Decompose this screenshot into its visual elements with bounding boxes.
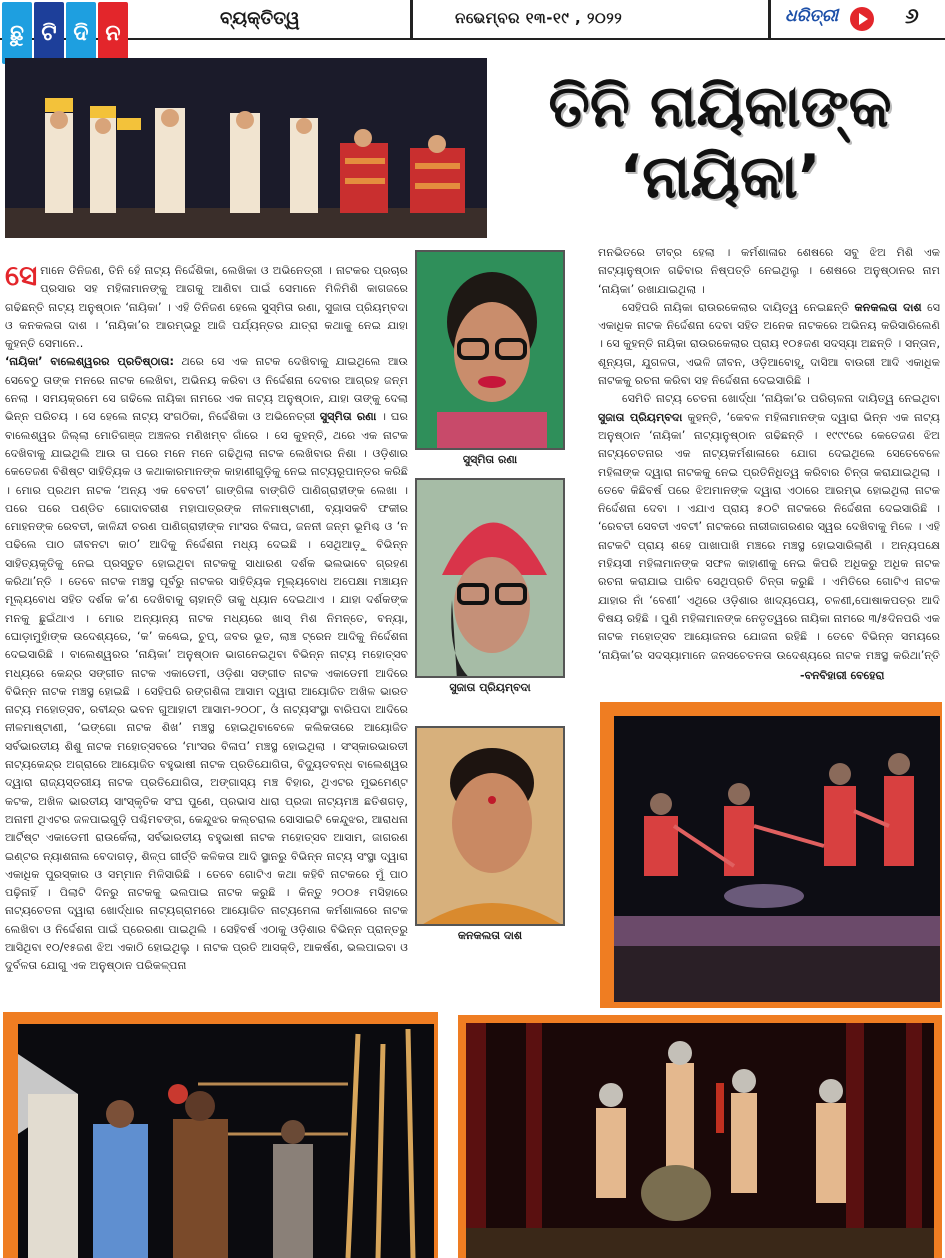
play-icon[interactable]: [850, 7, 874, 31]
section-title: ବ୍ୟକ୍ତିତ୍ୱ: [220, 8, 300, 29]
stage-photo-dance: [614, 716, 940, 1002]
page-number: ୬: [905, 4, 919, 29]
byline: -ବନବିହାରୀ ବେହେରା: [800, 669, 885, 682]
portrait-card: [415, 250, 565, 470]
logo-tile: ଦି: [66, 2, 96, 64]
portrait-card: [415, 478, 565, 698]
drop-cap: ସେ: [5, 262, 38, 292]
stage-photo-village: [18, 1024, 434, 1258]
headline-line-2: ‘ନାୟିକା’: [619, 141, 821, 212]
brand-logo: ଧରିତ୍ରୀ: [785, 6, 839, 26]
masthead: [0, 0, 945, 46]
person-name: କନକଲତା ଦାଶ: [854, 300, 922, 314]
portrait-caption: କନକଲତା ଦାଶ: [457, 929, 523, 942]
logo-chhutidina: [2, 2, 128, 64]
stage-photo-top: [5, 58, 487, 238]
intro-paragraph: [5, 262, 408, 353]
person-name: ସୁଜାତା ପ୍ରିୟମ୍ବଦା: [598, 410, 683, 424]
headline: [500, 72, 940, 212]
body-paragraph: [598, 390, 940, 664]
body-text: ସେହିପରି ନାୟିକା ରାଉରକେଲାର ଦାୟିତ୍ୱ ନେଇଛନ୍ତି: [622, 300, 855, 314]
portrait-photo: [415, 726, 565, 926]
portrait-photo: [415, 478, 565, 678]
logo-tile: ଟି: [34, 2, 64, 64]
body-text: କୁହନ୍ତି, ‘କେବଳ ମହିଳାମାନଙ୍କ ଦ୍ୱାରା ଭିନ୍ନ ଏକ ନାଟ୍ୟ ଅନୁଷ୍ଠାନ ‘ନାୟିକା’ ନାଟ୍ୟାନୁଷ୍ଠାନ ଗଢିଛନ୍ତି । ୧୯୯୯ରେ କେତେଜଣ ଝିଅ ନାଟ୍ୟଚେତନାର ଏକ ନାଟ୍ୟକର୍ମଶାଳାରେ ଯୋଗ ଦେଇଥିଲେ ସେତେବେଳେ ମହିଳାଙ୍କ ଦ୍ୱାରା ନାଟକକୁ ନେଇ ପ୍ରତିନିଧିତ୍ୱ କରିବାର ଚିନ୍ତା କରାଯାଇଥିଲା । ତେବେ କିଛିବର୍ଷ ପରେ ଝିଅମାନଙ୍କ ଦ୍ୱାରା ଏଠାରେ ଆରମ୍ଭ ହୋଇଥିଲା ନାଟକ ନିର୍ଦ୍ଦେଶନା ଦେବା । ଏଯାଏ ପ୍ରାୟ ୫୦ଟି ନାଟକରେ ନିର୍ଦ୍ଦେଶନା ଦେଇସାରିଛି । ‘ରେବତୀ ସେବତୀ ଏବଟୀ’ ନାଟକରେ ନାରୀଜାଗରଣର ସ୍ୱର ଦେଖିବାକୁ ମିଳେ । ଏହି ନାଟକଟି ପ୍ରାୟ ଶହେ ପାଖାପାଖି ମଞ୍ଚରେ ମଞ୍ଚସ୍ଥ ହୋଇସାରିଲାଣି । ଅନ୍ୟପକ୍ଷେ ମହିୟସୀ ମହିଳାମାନଙ୍କ ସଫଳ କାହାଣୀକୁ ନେଇ କିପରି ଅଧିକରୁ ଅଧିକ ନାଟକ ରଚନା କରାଯାଇ ପାରିବ ସେଥିପ୍ରତି ଚିନ୍ତା କରୁଛି । ଏମିତିରେ ଗୋଟିଏ ନାଟକ ଯାହାର ନାଁ ‘ବେଣୀ’ ଏଥିରେ ଓଡ଼ିଶାର ଖାଦ୍ୟପେୟ, ଚଳଣୀ,ପୋଷାକପତ୍ର ଆଦି ବିଷୟ ରହିଛି । ପୁଣି ମହିଳାମାନଙ୍କ ନେତୃତ୍ୱରେ ନାୟିକା ନାମରେ ୩/୫ଦିନପରି ଏକ ନାଟକ ମହୋତ୍ସବ ଆୟୋଜନର ଯୋଜନା ରହିଛି । ତେବେ ବିଭିନ୍ନ ସମୟରେ ‘ନାୟିକା’ର ସଦସ୍ୟାମାନେ ଜନସଚେତନତା ଉଦେଶ୍ୟରେ ନାଟକ ମଞ୍ଚସ୍ଥ କରିଥା’ନ୍ତି: [598, 410, 940, 662]
body-text: । ଘର ବାଲେଶ୍ୱର ଜିଲ୍ଲା ମୋତିଗଞ୍ଜ ଅଞ୍ଚଳର ମଣିଖମ୍ବ ଗାଁରେ । ସେ କୁହନ୍ତି, ଥରେ ଏକ ନାଟକ ଦେଖିବାକୁ ଯାଇଥିଲି ଆଉ ତା ପରେ ମନେ ମନେ ଗଢିଥିଲା ନାଟକ ଲେଖିବାର ନିଶା । ଓଡ଼ିଶାର କେତେଜଣ ବିଶିଷ୍ଟ ସାହିତ୍ୟିକ ଓ କଥାକାରମାନଙ୍କ କାହାଣୀଗୁଡ଼ିକୁ ନେଇ ନାଟ୍ୟରୂପାନ୍ତର କରିଛି । ମୋର ପ୍ରଥମ ନାଟକ ‘ଅନ୍ୟ ଏକ ବେବତୀ’ ଗାଙ୍ଗିଳା ବାଙ୍ଗିତି ପାଣିଗ୍ରାହୀଙ୍କ ଲେଖା । ପରେ ପରେ ପଣ୍ଡିତ ଗୋଦାବରୀଶ ମହାପାତ୍ରଙ୍କ ନୀଳମାଷ୍ଟାଣୀ, ବ୍ୟାସକବି ଫକୀର ମୋହନଙ୍କ ରେବତୀ, କାଳିନ୍ଦୀ ଚରଣ ପାଣିଗ୍ରାହୀଙ୍କ ମାଂସର ବିଳାପ, ଜନନୀ ଜନ୍ମ ଭୂମିଶ୍ଚ ଓ ‘ନ ପଢିଲେ ପାଠ ଜୀବନଟା କାଠ’ ଆଦିକୁ ନିର୍ଦ୍ଦେଶନା ମଧ୍ୟ ଦେଇଛି । ସେଥିଆଡ଼ୁ ବିଭିନ୍ନ ସାହିତ୍ୟକୃତିକୁ ନେଇ ପ୍ରସ୍ତୁତ ହୋଇଥିବା ନାଟକକୁ ସାଧାରଣ ଦର୍ଶକ ଭଲଭାବେ ଗ୍ରହଣ କରିଥା’ନ୍ତି । ତେବେ ନାଟକ ମଞ୍ଚସ୍ଥ ପୂର୍ବରୁ ନାଟକର ସାହିତ୍ୟିକ ମୂଲ୍ୟବୋଧ ଅପେକ୍ଷା ମଞ୍ଚାୟନ ମୂଲ୍ୟବୋଧ ସହିତ ଦର୍ଶକ କ’ଣ ଦେଖିବାକୁ ଚାହାନ୍ତି ତାକୁ ଧ୍ୟାନ ଦେଇଥାଏ । ଯାହା ଦର୍ଶକଙ୍କ ମନକୁ ଛୁଇଁଥାଏ । ମୋର ଅନ୍ୟାନ୍ୟ ନାଟକ ମଧ୍ୟରେ ଖାସ୍ ମିଶ ନିମନ୍ତେ, ବନ୍ୟା, ଘୋଡ଼ାମୁହାଁଙ୍କ ଉଦେଶ୍ୟରେ, ‘କ’ କଣ୍ଢେଇ, ଚୁପ୍, ଜବର ଭୂତ, ଲାଞ୍ଚ ଟ୍ରେନ ଆଦିକୁ ନିର୍ଦ୍ଦେଶନା ଦେଇସାରିଛି । ବାଲେଶ୍ୱରର ‘ନାୟିକା’ ଅନୁଷ୍ଠାନ ଭାଗନେଇଥିବା ବିଭିନ୍ନ ନାଟ୍ୟ ମହୋତ୍ସବ ମଧ୍ୟରେ କେନ୍ଦ୍ର ସଙ୍ଗୀତ ନାଟକ ଏକାଡେମୀ, ଓଡ଼ିଶା ସଙ୍ଗୀତ ନାଟକ ଏକାଡେମୀ ଆଦିରେ ବିଭିନ୍ନ ନାଟକ ମଞ୍ଚସ୍ଥ ହୋଇଛି । ସେହିପରି ରଙ୍ଗଶିଳା ଆସାମ ଦ୍ୱାରା ଆୟୋଜିତ ଅଖିଳ ଭାରତ ନାଟ୍ୟ ମହୋତ୍ସବ, ରବୀନ୍ଦ୍ର ଭବନ ଗୁଆହାଟୀ ଆସାମ-୨୦୦୮, ଓଁ ନାଟ୍ୟସଂସ୍ଥା ବାରିପଦା ଆଦିରେ ନୀଳମାଷ୍ଟାଣୀ, ‘ଇଙ୍ଗୋ ନାଟକ ଶିଖ’ ମଞ୍ଚସ୍ଥ ହୋଇଥିବାବେଳେ କଲିକତାରେ ଆୟୋଜିତ ସର୍ବଭାରତୀୟ ଶିଶୁ ନାଟକ ମହୋତ୍ସବରେ ‘ମାଂସର ବିଳାପ’ ମଞ୍ଚସ୍ଥ ହୋଇଥିଲା । ସଂସ୍କାରଭାରତୀ ନାଟ୍ୟକେନ୍ଦ୍ର ଅଗ୍ରାରେ ଆୟୋଜିତ ବହୁଭାଷୀ ନାଟକ ପ୍ରତିଯୋଗିତା, ବିଦ୍ୟୁତବନ୍ଧ ବାଲେଶ୍ୱର ଦ୍ୱାରା ରାଜ୍ୟସ୍ତରୀୟ ନାଟକ ପ୍ରତିଯୋଗିତା, ଅଙ୍ଗାସ୍ୟ ମଞ୍ଚ ବିହାର, ଥିଏଟର ମୁଭମେଣ୍ଟ କଟକ, ଅଖିଳ ଭାରତୀୟ ସାଂସ୍କୃତିକ ସଂଘ ପୁଣେ, ପ୍ରଭାସ ଧାରା ପ୍ରଜା ନାଟ୍ୟମଞ୍ଚ ଛତିଶଗଡ଼, ଅନାମୀ ଥିଏଟର ଜଳପାଇଗୁଡ଼ି ପଶ୍ଚିମବଙ୍ଗ, କେନ୍ଦୁଝର କଲ୍ଚରାଲ ସୋସାଇଟି କେନ୍ଦୁଝର, ଆରାଧନା ଆର୍ଟିଷ୍ଟ ଏକାଡେମୀ ରାଉର୍କେଲା, ସର୍ବଭାରତୀୟ ବହୁଭାଷୀ ନାଟକ ମହୋତ୍ସବ ଆସାମ, ଜାଗରଣ ଇଣ୍ଟର ନ୍ୟାଶନାଲ ବେଦାଗଡ଼, ଶିଳ୍ପ ଗୀର୍ତ୍ତି କଳିକତା ଆଦି ସ୍ଥାନରୁ ବିଭିନ୍ନ ନାଟ୍ୟ ସଂସ୍ଥା ଦ୍ୱାରା ଏକାଧିକ ପୁରସ୍କାର ଓ ସମ୍ମାନ ମିଳିସାରିଛି । ତେବେ ଗୋଟିଏ କଥା କହିବି ନାଟକରେ ମୁଁ ପାଠ ପଢ଼ିନାହିଁ । ପିଲାଟି ଦିନରୁ ନାଟକକୁ ଭଲପାଇ ନାଟକ କରୁଛି । କିନ୍ତୁ ୨୦୦୫ ମସିହାରେ ନାଟ୍ୟଚେତନା ଦ୍ୱାରା ଖୋର୍ଦ୍ଧାର ନାଟ୍ୟଗ୍ରାମରେ ଆୟୋଜିତ ନାଟ୍ୟମେଳା କର୍ମଶାଳାରେ ନାଟକ ଲେଖିବା ଓ ନିର୍ଦ୍ଦେଶନା ପାଇଁ ପ୍ରେରଣା ପାଇଥିଲି । ସେହିବର୍ଷ ଏଠାକୁ ଓଡ଼ିଶାର ବିଭିନ୍ନ ପ୍ରାନ୍ତରୁ ଆସିଥିବା ୧୦/୧୫ଜଣ ଝିଅ ଏକାଠି ହୋଇଥିଲୁ । ନାଟକ ପ୍ରତି ଆସକ୍ତି, ଆକର୍ଷଣ, ଭଲପାଇବା ଓ ଦୁର୍ବଳତା ଯୋଗୁ ଏକ ଅନୁଷ୍ଠାନ ପରିକଳ୍ପନା: [5, 410, 408, 973]
portrait-caption: ସୁଜାତା ପ୍ରିୟମ୍ବଦା: [449, 681, 531, 694]
body-text: ଥରେ ସେ ଏକ ନାଟକ ଦେଖିବାକୁ ଯାଇଥିଲେ ଆଉ ସେବେଠୁ ତାଙ୍କ ମନରେ ନାଟକ ଲେଖିବା, ଅଭିନୟ କରିବା ଓ ନିର୍ଦ୍ଦେଶନା ଦେବାର ଆଗ୍ରହ ଜନ୍ମ ନେଲା । ସମୟକ୍ରମେ ସେ ଗଢିଲେ ନାୟିକା ନାମରେ ଏକ ନାଟ୍ୟ ଅନୁଷ୍ଠାନ, ଯାହା ତାଙ୍କୁ ଦେଲା ଭିନ୍ନ ପରିଚୟ । ସେ ହେଲେ ନାଟ୍ୟ ସଂଗଠିକା, ନିର୍ଦ୍ଦେଶିକା ଓ ଅଭିନେତ୍ରୀ: [5, 355, 408, 424]
person-name: ସୁସ୍ମିତା ରଣା: [319, 410, 377, 424]
stage-photo-performance: [466, 1023, 934, 1258]
intro-text: ମାନେ ତିନିଜଣ, ତିନି ହେଁ ନାଟ୍ୟ ନିର୍ଦ୍ଦେଶିକା, ଲେଖିକା ଓ ଅଭିନେତ୍ରୀ । ନାଟକର ପ୍ରଚାର ପ୍ରସାର ସହ ମହିଳାମାନଙ୍କୁ ଆଗକୁ ଆଣିବା ପାଇଁ ସେମାନେ ମିଳିମିଶି କାଗଜରେ ଗଢିଛନ୍ତି ନାଟ୍ୟ ଅନୁଷ୍ଠାନ ‘ନାୟିକା’ । ଏହି ତିନିଜଣ ହେଲେ ସୁସ୍ମିତା ରଣା, ସୁଜାତା ପ୍ରିୟମ୍ବଦା ଓ କନକଲତା ଦାଶ । ‘ନାୟିକା’ର ଆରମ୍ଭରୁ ଆଜି ପର୍ଯ୍ୟନ୍ତର ଯାତ୍ରା କଥାକୁ ନେଇ ଯାହା କୁହନ୍ତି ସେମାନେ..: [5, 264, 408, 351]
divider: [410, 0, 413, 38]
body-text: ସେ ଏକାଧିକ ନାଟକ ନିର୍ଦ୍ଦେଶନା ଦେବା ସହିତ ଅନେକ ନାଟକରେ ଅଭିନୟ କରିସାରିଲେଣି । ସେ କୁହନ୍ତି ନାୟିକା ରାଉରକେଲାର ପ୍ରାୟ ୧୦୫ଜଣ ସଦସ୍ୟା ଅଛନ୍ତି । ସନ୍ତାନ, ଶୂନ୍ୟତା, ଯୁଗଳତା, ଏଭଳି ଜୀବନ, ଓଡ଼ିଆବୋହୂ, ଦାସିଆ ବାଉରୀ ଆଦି ଏକାଧିକ ନାଟକକୁ ରଚନା କରିବା ସହ ନିର୍ଦ୍ଦେଶନା ଦେଇସାରିଛି ।: [598, 300, 940, 388]
divider: [768, 0, 771, 38]
headline-line-1: ତିନି ନାୟିକାଙ୍କ: [548, 72, 892, 140]
portrait-photo: [415, 250, 565, 450]
body-text: ସେମିତି ନାଟ୍ୟ ଚେତନା ଖୋର୍ଦ୍ଧା ‘ନାୟିକା’ର ପରିଚାଳନା ଦାୟିତ୍ୱ ନେଇଥିବା: [622, 392, 940, 406]
logo-tile: ନ: [98, 2, 128, 64]
portrait-card: [415, 726, 565, 946]
logo-tile: ଛୁ: [2, 2, 32, 64]
body-paragraph: [598, 299, 940, 390]
body-paragraph: ମନଭିତରେ ତୀବ୍ର ହେଲା । କର୍ମଶାଳାର ଶେଷରେ ସବୁ ଝିଅ ମିଶି ଏକ ନାଟ୍ୟାନୁଷ୍ଠାନ ଗଢିବାର ନିଷ୍ପତ୍ତି ନେଇଥିଲୁ । ଶେଷରେ ଅନୁଷ୍ଠାନର ନାମ ‘ନାୟିକା’ ରଖାଯାଇଥିଲା ।: [598, 246, 940, 296]
article-column-1: [5, 262, 408, 1002]
portrait-caption: ସୁସ୍ମିତା ରଣା: [462, 453, 518, 466]
body-paragraph: [5, 353, 408, 975]
article-column-2: [598, 244, 940, 664]
subheading: ‘ନାୟିକା’ ବାଲେଶ୍ୱରର ପ୍ରତିଷ୍ଠାତା:: [5, 355, 174, 369]
issue-date: ନଭେମ୍ବର ୧୩-୧୯ , ୨୦୨୨: [455, 9, 623, 27]
